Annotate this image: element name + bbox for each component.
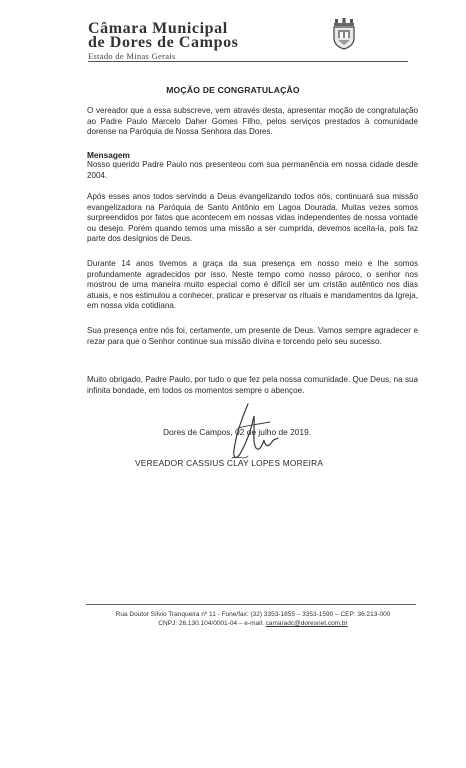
message-paragraph-2: Após esses anos todos servindo a Deus evangelizando todos nós, continuará sua missão evangelizadora na Paróquia de Santo Antônio em Lagoa Dourada. Muitas vezes somos surpreendidos por fatos que acontecem em nossas vidas independentes de nossa vontade ou desejo. Porém quando temos uma missão a ser cumprida, devemos aceita-la, pois faz parte dos desígnios de Deus. bbox=[87, 192, 418, 244]
letterhead-rule bbox=[88, 61, 408, 62]
footer-rule bbox=[86, 604, 416, 605]
footer-contact bbox=[80, 620, 426, 629]
signatory-name: VEREADOR CASSIUS CLAY LOPES MOREIRA bbox=[135, 458, 324, 468]
message-paragraph-1: Nosso querido Padre Paulo nos presenteou com sua permanência em nossa cidade desde 2004. bbox=[87, 160, 418, 180]
message-paragraph-4: Sua presença entre nós foi, certamente, um presente de Deus. Vamos sempre agradecer e rezar para que o Senhor continue sua missão divina e torcendo pelo seu sucesso. bbox=[87, 326, 418, 346]
letterhead bbox=[88, 22, 413, 60]
message-heading: Mensagem bbox=[87, 150, 130, 160]
message-paragraph-5: Muito obrigado, Padre Paulo, por tudo o que fez pela nossa comunidade. Que Deus, na sua infinita bondade, em todos os momentos sempre o abençoe. bbox=[87, 375, 418, 395]
intro-paragraph: O vereador que a essa subscreve, vem através desta, apresentar moção de congratulação ao Padre Paulo Marcelo Daher Gomes Filho, pelos serviços prestados à comunidade dorense na Paróquia de Nossa Senhora das Dores. bbox=[87, 106, 418, 137]
letterhead-line-2: de Dores de Campos bbox=[88, 34, 239, 51]
coat-of-arms-icon bbox=[331, 18, 357, 50]
letterhead-line-1: Câmara Municipal bbox=[88, 20, 228, 37]
letterhead-line-3: Estado de Minas Gerais bbox=[88, 51, 176, 61]
place-and-date: Dores de Campos, 02 de julho de 2019. bbox=[163, 427, 312, 437]
document-title: MOÇÃO DE CONGRATULAÇÃO bbox=[166, 85, 300, 95]
footer-cnpj: CNPJ: 26.130.104/0001-04 – e-mail: bbox=[158, 620, 264, 627]
message-paragraph-3: Durante 14 anos tivemos a graça da sua presença em nosso meio e lhe somos profundamente agradecidos por isso. Neste tempo como nosso pároco, o senhor nos mostrou de uma maneira muito especial como é difícil ser um cristão autêntico nos dias atuais, e nos estimulou a conhecer, praticar e preservar os rituais e mandamentos da Igreja, em nossa vida cotidiana. bbox=[87, 259, 418, 311]
footer-address: Rua Doutor Sílvio Tranqueira nº 11 - Fone/fax: (32) 3353-1855 – 3353-1590 – CEP: 36.213-000 bbox=[115, 611, 391, 618]
footer-email-link[interactable]: camaradc@doresnet.com.br bbox=[265, 620, 348, 627]
